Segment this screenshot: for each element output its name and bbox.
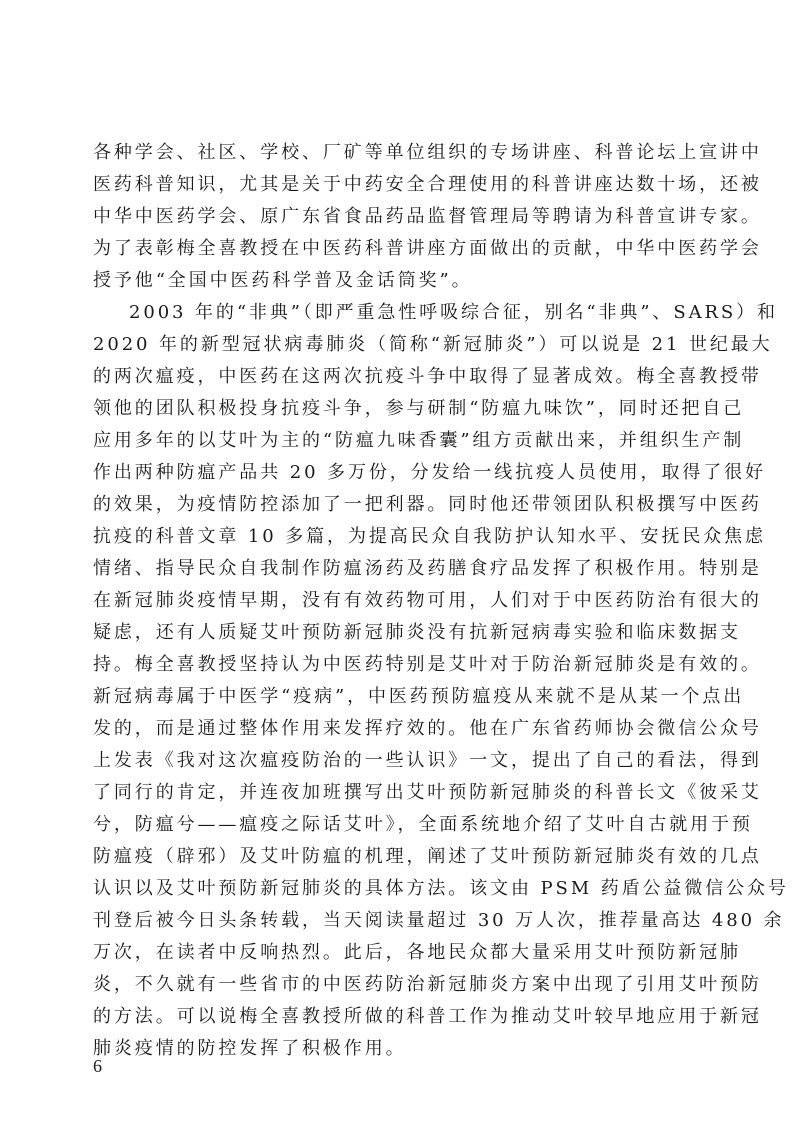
text-line: 炎，不久就有一些省市的中医药防治新冠肺炎方案中出现了引用艾叶预防 bbox=[93, 974, 762, 995]
text-line: 抗疫的科普文章 10 多篇，为提高民众自我防护认知水平、安抚民众焦虑 bbox=[93, 526, 766, 547]
text-line: 上发表《我对这次瘟疫防治的一些认识》一文，提出了自己的看法，得到 bbox=[93, 750, 762, 771]
text-line: 防瘟疫（辟邪）及艾叶防瘟的机理，阐述了艾叶预防新冠肺炎有效的几点 bbox=[93, 846, 762, 867]
text-line: 持。梅全喜教授坚持认为中医药特别是艾叶对于防治新冠肺炎是有效的。 bbox=[93, 654, 762, 675]
text-line: 中华中医药学会、原广东省食品药品监督管理局等聘请为科普宣讲专家。 bbox=[93, 206, 762, 227]
text-line: 授予他“全国中医药科学普及金话筒奖”。 bbox=[93, 270, 473, 291]
text-line: 兮，防瘟兮——瘟疫之际话艾叶》，全面系统地介绍了艾叶自古就用于预 bbox=[93, 814, 753, 835]
text-line: 疑虑，还有人质疑艾叶预防新冠肺炎没有抗新冠病毒实验和临床数据支 bbox=[93, 622, 741, 643]
text-line: 新冠病毒属于中医学“疫病”，中医药预防瘟疫从来就不是从某一个点出 bbox=[93, 686, 745, 707]
text-line: 情绪、指导民众自我制作防瘟汤药及药膳食疗品发挥了积极作用。特别是 bbox=[93, 558, 762, 579]
text-line: 医药科普知识，尤其是关于中药安全合理使用的科普讲座达数十场，还被 bbox=[93, 174, 762, 195]
text-line: 认识以及艾叶预防新冠肺炎的具体方法。该文由 PSM 药盾公益微信公众号 bbox=[93, 878, 789, 899]
paragraph-first-line: 2003 年的“非典”（即严重急性呼吸综合征，别名“非典”、SARS）和 bbox=[129, 302, 778, 323]
text-line: 的两次瘟疫，中医药在这两次抗疫斗争中取得了显著成效。梅全喜教授带 bbox=[93, 366, 762, 387]
text-line: 的方法。可以说梅全喜教授所做的科普工作为推动艾叶较早地应用于新冠 bbox=[93, 1006, 762, 1027]
text-line: 的效果，为疫情防控添加了一把利器。同时他还带领团队积极撰写中医药 bbox=[93, 494, 762, 515]
page-number: 6 bbox=[93, 1056, 102, 1076]
text-line: 领他的团队积极投身抗疫斗争，参与研制“防瘟九味饮”，同时还把自己 bbox=[93, 398, 745, 419]
text-line: 刊登后被今日头条转载，当天阅读量超过 30 万人次，推荐量高达 480 余 bbox=[93, 910, 785, 931]
text-line: 万次，在读者中反响热烈。此后，各地民众都大量采用艾叶预防新冠肺 bbox=[93, 942, 741, 963]
text-line: 在新冠肺炎疫情早期，没有有效药物可用，人们对于中医药防治有很大的 bbox=[93, 590, 762, 611]
text-line: 为了表彰梅全喜教授在中医药科普讲座方面做出的贡献，中华中医药学会 bbox=[93, 238, 762, 259]
text-line: 应用多年的以艾叶为主的“防瘟九味香囊”组方贡献出来，并组织生产制 bbox=[93, 430, 745, 451]
text-line: 了同行的肯定，并连夜加班撰写出艾叶预防新冠肺炎的科普长文《彼采艾 bbox=[93, 782, 762, 803]
text-line: 各种学会、社区、学校、厂矿等单位组织的专场讲座、科普论坛上宣讲中 bbox=[93, 142, 762, 163]
text-line: 肺炎疫情的防控发挥了积极作用。 bbox=[93, 1038, 407, 1059]
text-line: 发的，而是通过整体作用来发挥疗效的。他在广东省药师协会微信公众号 bbox=[93, 718, 762, 739]
text-line: 作出两种防瘟产品共 20 多万份，分发给一线抗疫人员使用，取得了很好 bbox=[93, 462, 766, 483]
text-line: 2020 年的新型冠状病毒肺炎（简称“新冠肺炎”）可以说是 21 世纪最大 bbox=[93, 334, 773, 355]
